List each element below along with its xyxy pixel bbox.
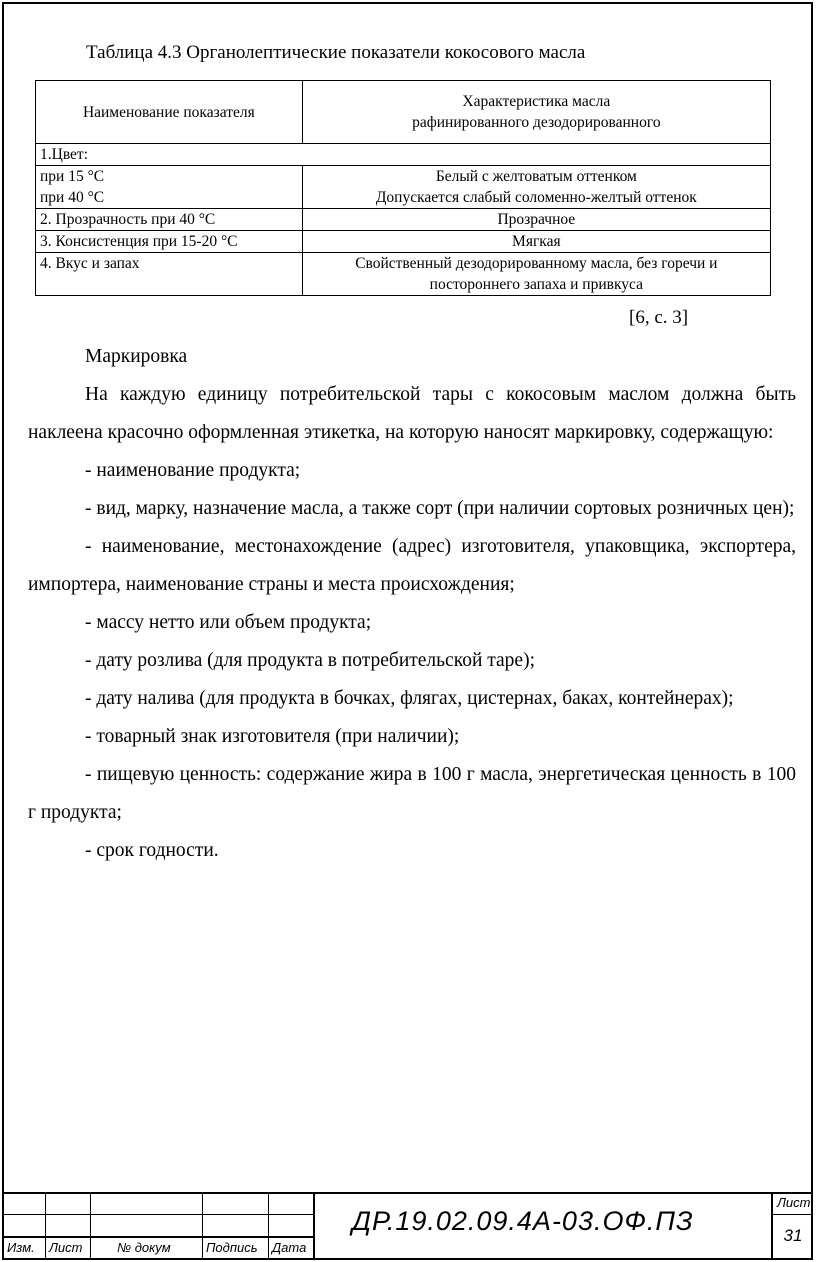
- list-item: - дату налива (для продукта в бочках, флягах, цистернах, баках, контейнерах);: [85, 688, 734, 709]
- table-header-row: [36, 81, 771, 144]
- stamp-top-line: [2, 1192, 813, 1194]
- list-item: - срок годности.: [85, 840, 219, 861]
- table-row: [36, 231, 771, 253]
- stamp-line: [771, 1214, 813, 1215]
- organoleptic-table: [35, 80, 771, 296]
- stamp-line: [2, 1236, 313, 1238]
- row-color-temps: при 15 °С при 40 °С: [36, 166, 303, 209]
- list-item: - наименование, местонахождение (адрес) изготовителя, упаковщика, экспортера, импортера, наименование страны и места происхождения;: [28, 536, 796, 595]
- list-item: - наименование продукта;: [85, 460, 301, 481]
- sheet-label: Лист: [777, 1195, 811, 1210]
- list-item: - вид, марку, назначение масла, а также сорт (при наличии сортовых розничных цен);: [85, 498, 795, 519]
- stamp-divider: [313, 1192, 315, 1258]
- list-item: - товарный знак изготовителя (при наличии);: [85, 726, 460, 747]
- row-taste-name: 4. Вкус и запах: [36, 253, 303, 296]
- row-taste-value: Свойственный дезодорированному масла, без горечи и постороннего запаха и привкуса: [302, 253, 770, 296]
- stamp-label-signature: Подпись: [206, 1240, 258, 1255]
- stamp-label-sheet: Лист: [49, 1240, 83, 1255]
- row-consistency-name: 3. Консистенция при 15-20 °С: [36, 231, 303, 253]
- source-reference: [6, с. 3]: [629, 307, 689, 328]
- row-transparency-value: Прозрачное: [302, 209, 770, 231]
- table-row: [36, 144, 771, 166]
- stamp-divider: [90, 1192, 91, 1258]
- row-consistency-value: Мягкая: [302, 231, 770, 253]
- row-color: 1.Цвет:: [36, 144, 771, 166]
- table-row: [36, 166, 771, 209]
- stamp-divider: [45, 1192, 46, 1258]
- stamp-line: [2, 1214, 313, 1215]
- header-indicator: Наименование показателя: [36, 81, 303, 144]
- table-row: [36, 253, 771, 296]
- sheet-number: 31: [783, 1226, 803, 1245]
- row-color-values: Белый с желтоватым оттенком Допускается слабый соломенно-желтый оттенок: [302, 166, 770, 209]
- stamp-divider: [202, 1192, 203, 1258]
- row-transparency-name: 2. Прозрачность при 40 °С: [36, 209, 303, 231]
- title-block: [2, 1192, 813, 1260]
- stamp-label-doc: № докум: [117, 1240, 171, 1255]
- header-characteristic: Характеристика масла рафинированного дезодорированного: [302, 81, 770, 144]
- table-caption: Таблица 4.3 Органолептические показатели кокосового масла: [86, 42, 586, 63]
- table-row: [36, 209, 771, 231]
- stamp-label-change: Изм.: [7, 1240, 35, 1255]
- list-item: - дату розлива (для продукта в потребительской таре);: [85, 650, 535, 671]
- section-heading: Маркировка: [85, 346, 188, 367]
- stamp-divider: [771, 1192, 773, 1258]
- list-item: - пищевую ценность: содержание жира в 100 г масла, энергетическая ценность в 100 г продукта;: [28, 764, 796, 823]
- stamp-label-date: Дата: [272, 1240, 307, 1255]
- body-text: [28, 338, 796, 870]
- stamp-divider: [268, 1192, 269, 1258]
- list-item: - массу нетто или объем продукта;: [85, 612, 372, 633]
- document-code: ДР.19.02.09.4А-03.ОФ.ПЗ: [352, 1206, 694, 1236]
- paragraph: На каждую единицу потребительской тары с кокосовым маслом должна быть наклеена красочно оформленная этикетка, на которую наносят маркировку, содержащую:: [28, 384, 796, 443]
